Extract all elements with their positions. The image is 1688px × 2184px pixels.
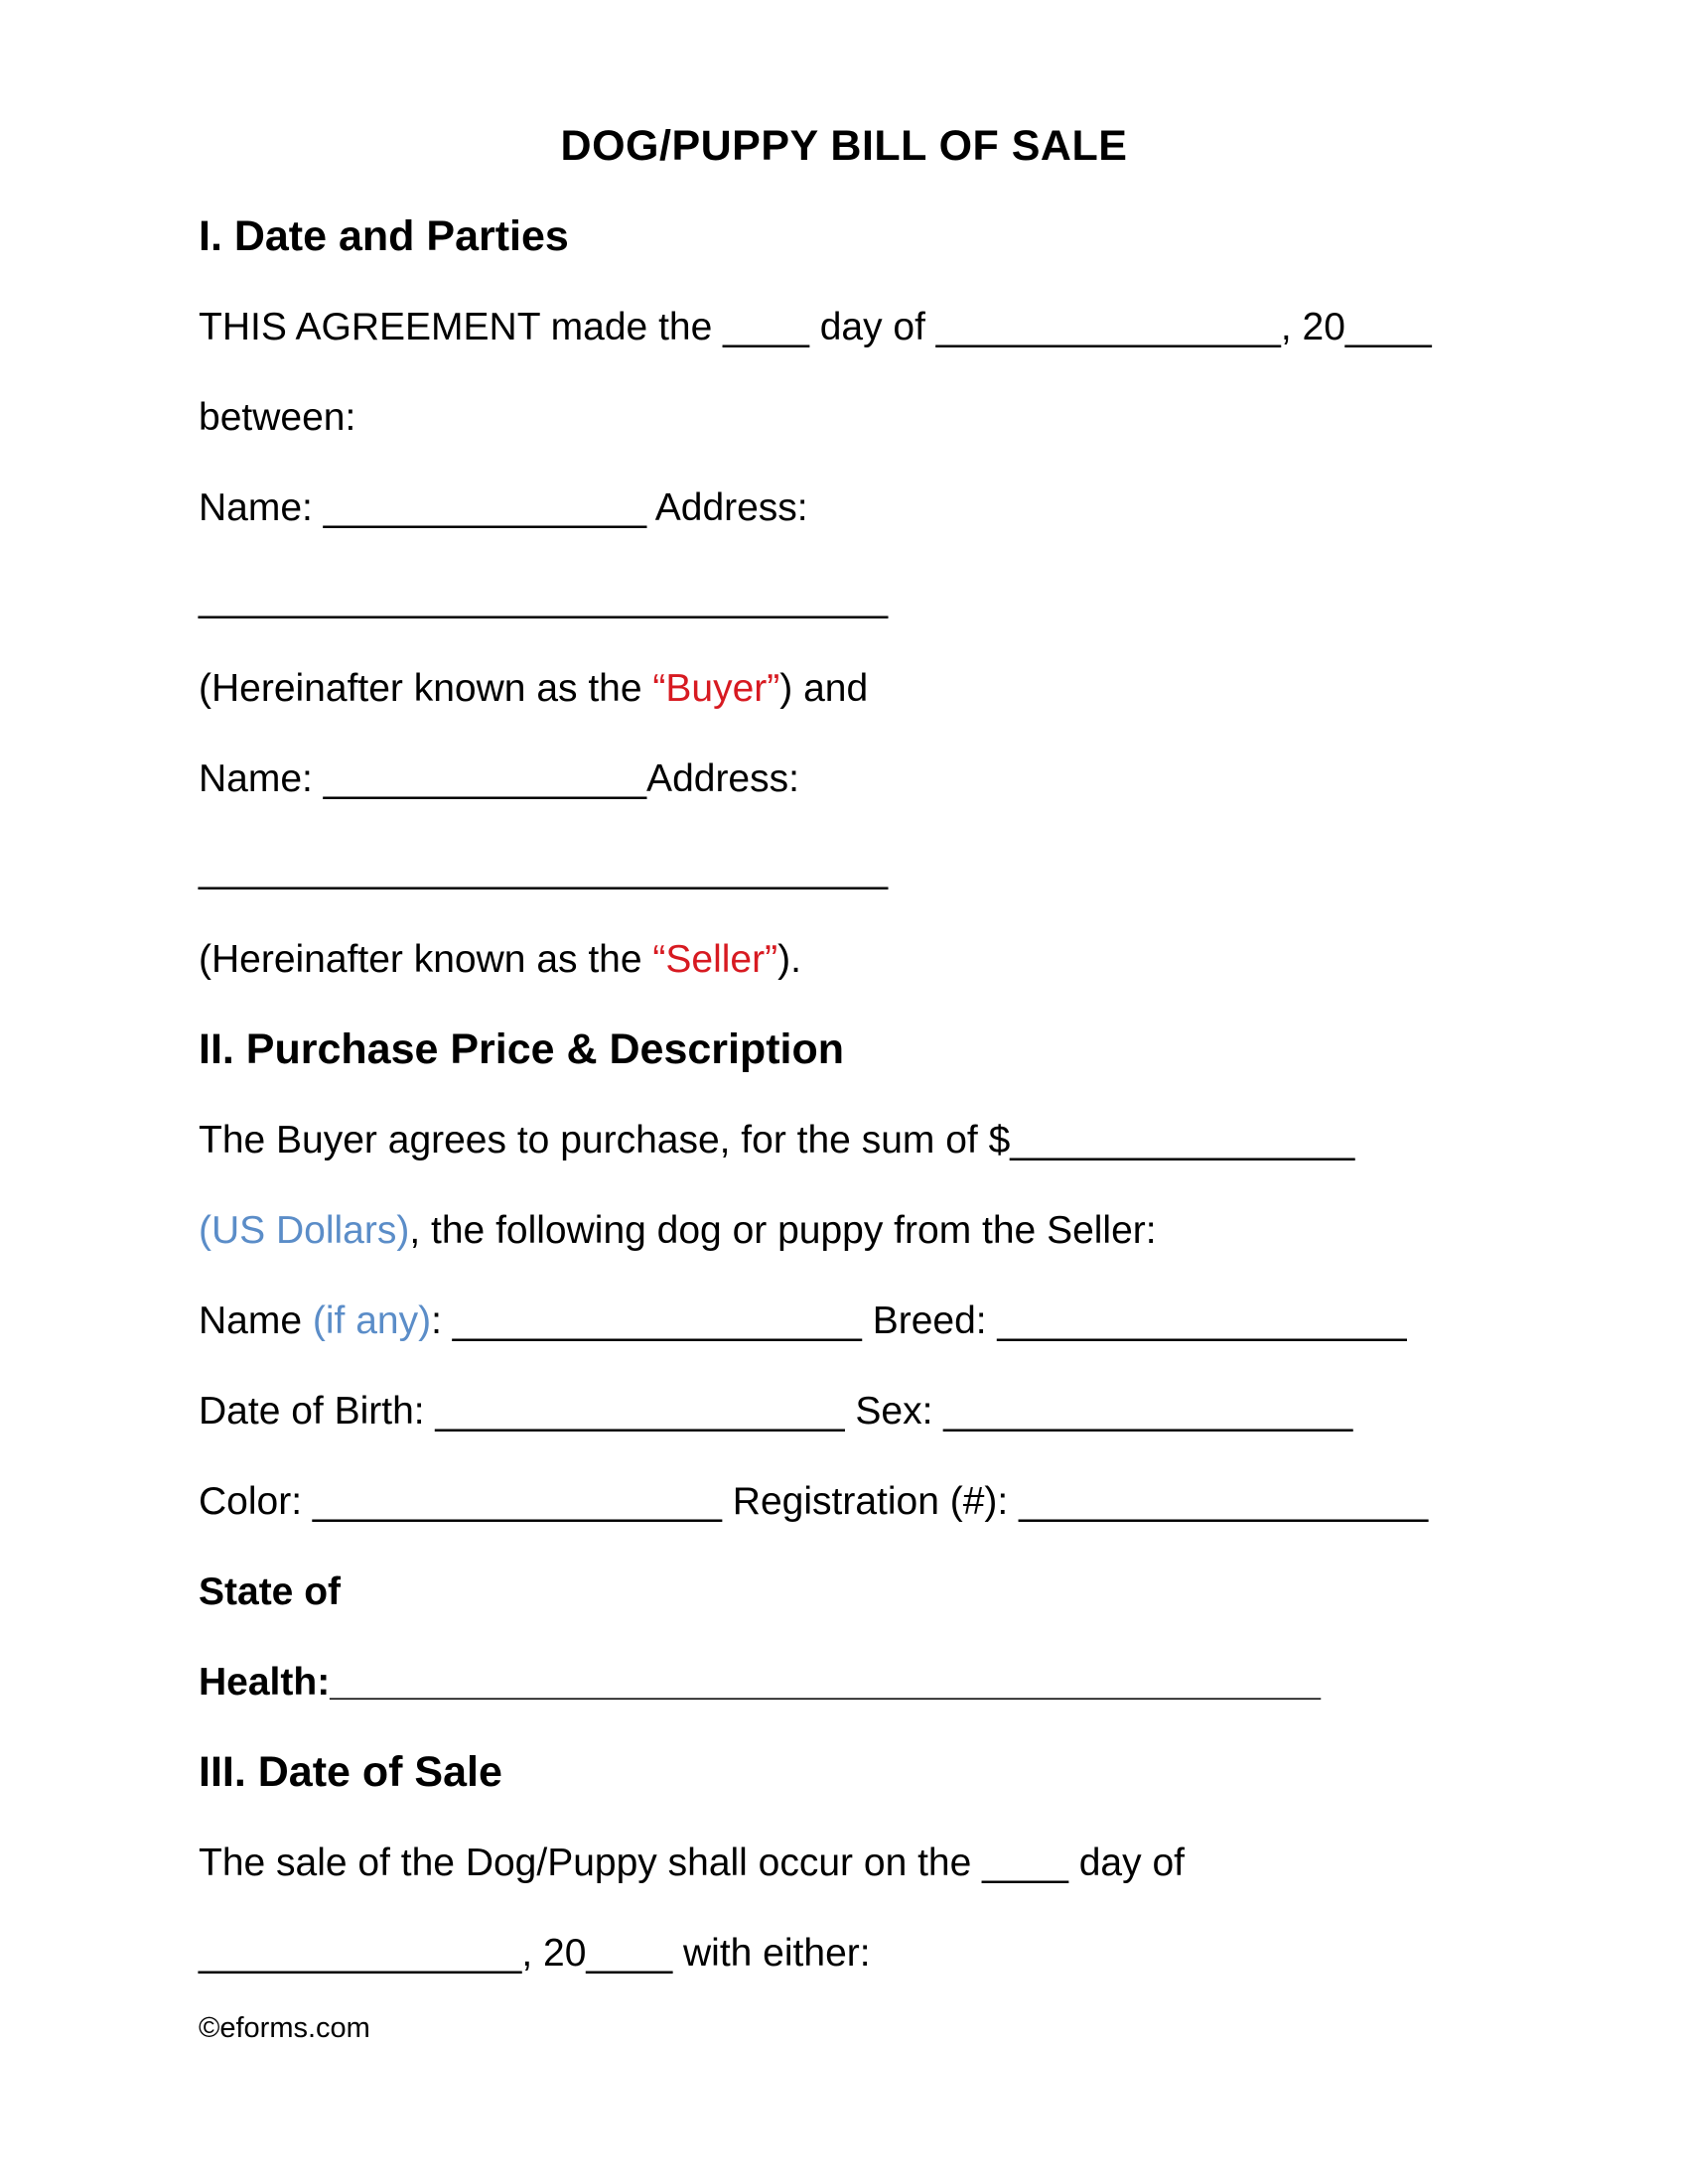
seller-designation-post: ). [777,938,801,981]
if-any-note: (if any) [312,1299,432,1342]
section-3-heading: III. Date of Sale [199,1748,502,1796]
buyer-designation-line [199,643,1489,734]
seller-designation-pre: (Hereinafter known as the [199,938,653,981]
agreement-date-line: THIS AGREEMENT made the ____ day of ________________, 20____ [199,306,1432,348]
dog-name-breed-line [199,1276,1489,1366]
buyer-designation-pre: (Hereinafter known as the [199,667,653,710]
sale-date-line-1: The sale of the Dog/Puppy shall occur on the ____ day of [199,1842,1185,1884]
buyer-designation-post: ) and [779,667,869,710]
state-of-label: State of [199,1570,342,1613]
section-2-heading: II. Purchase Price & Description [199,1025,845,1073]
section-1-heading: I. Date and Parties [199,212,569,260]
dog-name-breed-blanks: : ___________________ Breed: ___________________ [431,1299,1407,1342]
health-blank: ______________________________________________ [330,1661,1321,1704]
us-dollars-note: (US Dollars) [199,1209,410,1252]
buyer-term: “Buyer” [652,667,780,710]
us-dollars-rest: , the following dog or puppy from the Seller: [409,1209,1157,1252]
document-title: DOG/PUPPY BILL OF SALE [560,122,1128,170]
dob-sex-line: Date of Birth: ___________________ Sex: ___________________ [199,1390,1353,1433]
seller-address-continuation-blank: ________________________________ [199,848,889,890]
footer-copyright: ©eforms.com [199,2012,370,2044]
health-line [199,1637,1489,1727]
seller-designation-line [199,914,1489,1005]
seller-name-address-line: Name: _______________Address: [199,757,799,800]
color-registration-line: Color: ___________________ Registration (#): ___________________ [199,1480,1429,1523]
buyer-address-continuation-blank: ________________________________ [199,577,889,619]
dog-name-label: Name [199,1299,313,1342]
health-label: Health: [199,1661,331,1704]
us-dollars-line [199,1185,1489,1276]
purchase-price-line: The Buyer agrees to purchase, for the sum of $________________ [199,1119,1355,1161]
buyer-name-address-line: Name: _______________ Address: [199,486,808,529]
between-line: between: [199,396,356,439]
sale-date-line-2: _______________, 20____ with either: [199,1932,871,1975]
seller-term: “Seller” [652,938,778,981]
